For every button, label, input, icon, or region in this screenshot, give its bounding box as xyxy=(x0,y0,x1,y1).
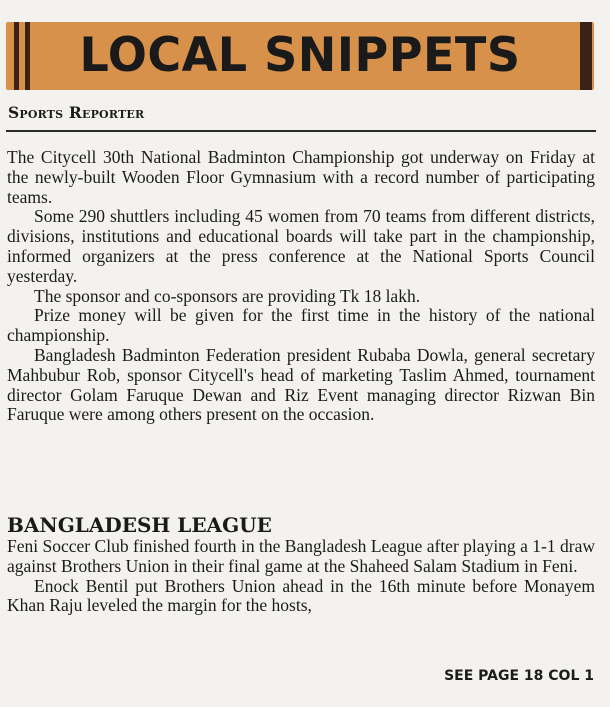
continued-on-label: SEE PAGE 18 COL 1 xyxy=(444,668,594,684)
byline: Sports Reporter xyxy=(8,103,145,122)
league-article xyxy=(7,537,595,616)
article-paragraph: Some 290 shuttlers including 45 women from 70 teams from different districts, divisions, institutions and educational boards will take part in the championship, informed organizers at the press conference at the National Sports Council yesterday. xyxy=(7,206,595,286)
article-paragraph: Feni Soccer Club finished fourth in the Bangladesh League after playing a 1-1 draw against Brothers Union in their final game at the Shaheed Salam Stadium in Feni. xyxy=(7,536,595,576)
article-paragraph: The sponsor and co-sponsors are providing Tk 18 lakh. xyxy=(34,285,421,306)
section-banner xyxy=(6,22,594,90)
banner-title: LOCAL SNIPPETS xyxy=(79,28,521,83)
article-paragraph: Bangladesh Badminton Federation president Rubaba Dowla, general secretary Mahbubur Rob, sponsor Citycell's head of marketing Taslim Ahmed, tournament director Golam Faruque Dewan and Riz Event managing director Rizwan Bin Faruque were among others present on the occasion. xyxy=(7,344,595,425)
badminton-article xyxy=(7,148,595,425)
article-paragraph: Enock Bentil put Brothers Union ahead in the 16th minute before Monayem Khan Raju leveled the margin for the hosts, xyxy=(7,575,595,616)
byline-divider xyxy=(6,130,596,132)
article-paragraph: The Citycell 30th National Badminton Championship got underway on Friday at the newly-built Wooden Floor Gymnasium with a record number of participating teams. xyxy=(7,147,595,207)
article-paragraph: Prize money will be given for the first time in the history of the national championship. xyxy=(7,305,595,346)
section-heading: BANGLADESH LEAGUE xyxy=(7,513,272,537)
